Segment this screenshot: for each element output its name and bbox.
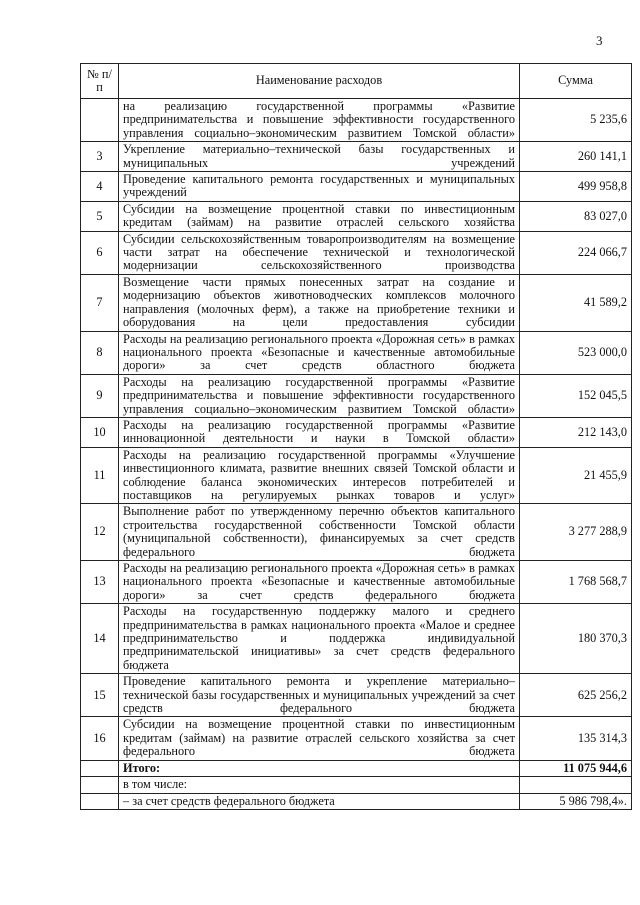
- including-sum: [520, 777, 632, 793]
- total-row: [81, 760, 632, 776]
- expense-sum: 41 589,2: [520, 274, 632, 331]
- federal-label: – за счет средств федерального бюджета: [119, 793, 520, 809]
- expense-name: на реализацию государственной программы «Развитие предпринимательства и повышение эффективности государственного управления социально–экономическим развитием Томской области»: [119, 99, 520, 142]
- table-row: [81, 274, 632, 331]
- expense-sum: 224 066,7: [520, 231, 632, 274]
- table-header-row: [81, 64, 632, 99]
- header-sum: Сумма: [520, 64, 632, 99]
- expense-name: Возмещение части прямых понесенных затрат на создание и модернизацию объектов животноводческих комплексов молочного направления (молочных ферм), а также на приобретение техники и оборудования на цели предоставления субсидии: [119, 274, 520, 331]
- expense-sum: 1 768 568,7: [520, 561, 632, 604]
- including-row: [81, 777, 632, 793]
- row-number: 5: [81, 201, 119, 231]
- table-row: [81, 142, 632, 172]
- table-row: [81, 674, 632, 717]
- expenses-table: [80, 63, 632, 810]
- row-number: [81, 99, 119, 142]
- table-row: [81, 99, 632, 142]
- row-number: 4: [81, 172, 119, 202]
- expense-sum: 625 256,2: [520, 674, 632, 717]
- expense-sum: 180 370,3: [520, 604, 632, 674]
- table-row: [81, 561, 632, 604]
- expense-sum: 260 141,1: [520, 142, 632, 172]
- row-number: 10: [81, 417, 119, 447]
- expense-sum: 152 045,5: [520, 374, 632, 417]
- expense-name: Расходы на реализацию государственной программы «Развитие инновационной деятельности и науки в Томской области»: [119, 417, 520, 447]
- table-row: [81, 504, 632, 561]
- including-num: [81, 777, 119, 793]
- expense-sum: 3 277 288,9: [520, 504, 632, 561]
- table-row: [81, 374, 632, 417]
- table-row: [81, 201, 632, 231]
- row-number: 11: [81, 447, 119, 504]
- table-row: [81, 231, 632, 274]
- total-num: [81, 760, 119, 776]
- page-number: 3: [596, 33, 603, 48]
- expense-name: Проведение капитального ремонта и укрепление материально–технической базы государственных и муниципальных учреждений за счет средств федерального бюджета: [119, 674, 520, 717]
- expense-sum: 212 143,0: [520, 417, 632, 447]
- table-row: [81, 717, 632, 760]
- expense-name: Расходы на реализацию регионального проекта «Дорожная сеть» в рамках национального проекта «Безопасные и качественные автомобильные дороги» за счет средств федерального бюджета: [119, 561, 520, 604]
- expense-sum: 83 027,0: [520, 201, 632, 231]
- row-number: 3: [81, 142, 119, 172]
- table-body: [81, 99, 632, 761]
- table-row: [81, 172, 632, 202]
- header-name: Наименование расходов: [119, 64, 520, 99]
- including-label: в том числе:: [119, 777, 520, 793]
- row-number: 6: [81, 231, 119, 274]
- row-number: 16: [81, 717, 119, 760]
- table-row: [81, 417, 632, 447]
- row-number: 8: [81, 331, 119, 374]
- expense-sum: 523 000,0: [520, 331, 632, 374]
- table-row: [81, 604, 632, 674]
- row-number: 14: [81, 604, 119, 674]
- expense-sum: 135 314,3: [520, 717, 632, 760]
- total-label: Итого:: [119, 760, 520, 776]
- expense-name: Расходы на реализацию государственной программы «Развитие предпринимательства и повышение эффективности государственного управления социально–экономическим развитием Томской области»: [119, 374, 520, 417]
- row-number: 9: [81, 374, 119, 417]
- expense-sum: 499 958,8: [520, 172, 632, 202]
- expense-name: Расходы на реализацию государственной программы «Улучшение инвестиционного климата, развитие внешних связей Томской области и соблюдение баланса экономических интересов потребителей и поставщиков на регулируемых рынках товаров и услуг»: [119, 447, 520, 504]
- expense-name: Проведение капитального ремонта государственных и муниципальных учреждений: [119, 172, 520, 202]
- row-number: 12: [81, 504, 119, 561]
- table-row: [81, 447, 632, 504]
- row-number: 15: [81, 674, 119, 717]
- expense-name: Выполнение работ по утвержденному перечню объектов капитального строительства государственной собственности Томской области (муниципальной собственности), финансируемых за счет средств федерального бюджета: [119, 504, 520, 561]
- total-sum: 11 075 944,6: [520, 760, 632, 776]
- expense-name: Субсидии сельскохозяйственным товаропроизводителям на возмещение части затрат на обеспечение технической и технологической модернизации сельскохозяйственного производства: [119, 231, 520, 274]
- table-row: [81, 331, 632, 374]
- expense-name: Субсидии на возмещение процентной ставки по инвестиционным кредитам (займам) на развитие отраслей сельского хозяйства: [119, 201, 520, 231]
- federal-row: [81, 793, 632, 809]
- row-number: 7: [81, 274, 119, 331]
- expense-name: Субсидии на возмещение процентной ставки по инвестиционным кредитам (займам) на развитие отраслей сельского хозяйства за счет федерального бюджета: [119, 717, 520, 760]
- expense-name: Укрепление материально–технической базы государственных и муниципальных учреждений: [119, 142, 520, 172]
- expense-sum: 21 455,9: [520, 447, 632, 504]
- federal-num: [81, 793, 119, 809]
- federal-sum: 5 986 798,4».: [520, 793, 632, 809]
- row-number: 13: [81, 561, 119, 604]
- header-num: № п/п: [81, 64, 119, 99]
- expense-name: Расходы на реализацию регионального проекта «Дорожная сеть» в рамках национального проекта «Безопасные и качественные автомобильные дороги» за счет средств областного бюджета: [119, 331, 520, 374]
- expense-name: Расходы на государственную поддержку малого и среднего предпринимательства в рамках национального проекта «Малое и среднее предпринимательство и поддержка индивидуальной предпринимательской инициативы» за счет средств федерального бюджета: [119, 604, 520, 674]
- expense-sum: 5 235,6: [520, 99, 632, 142]
